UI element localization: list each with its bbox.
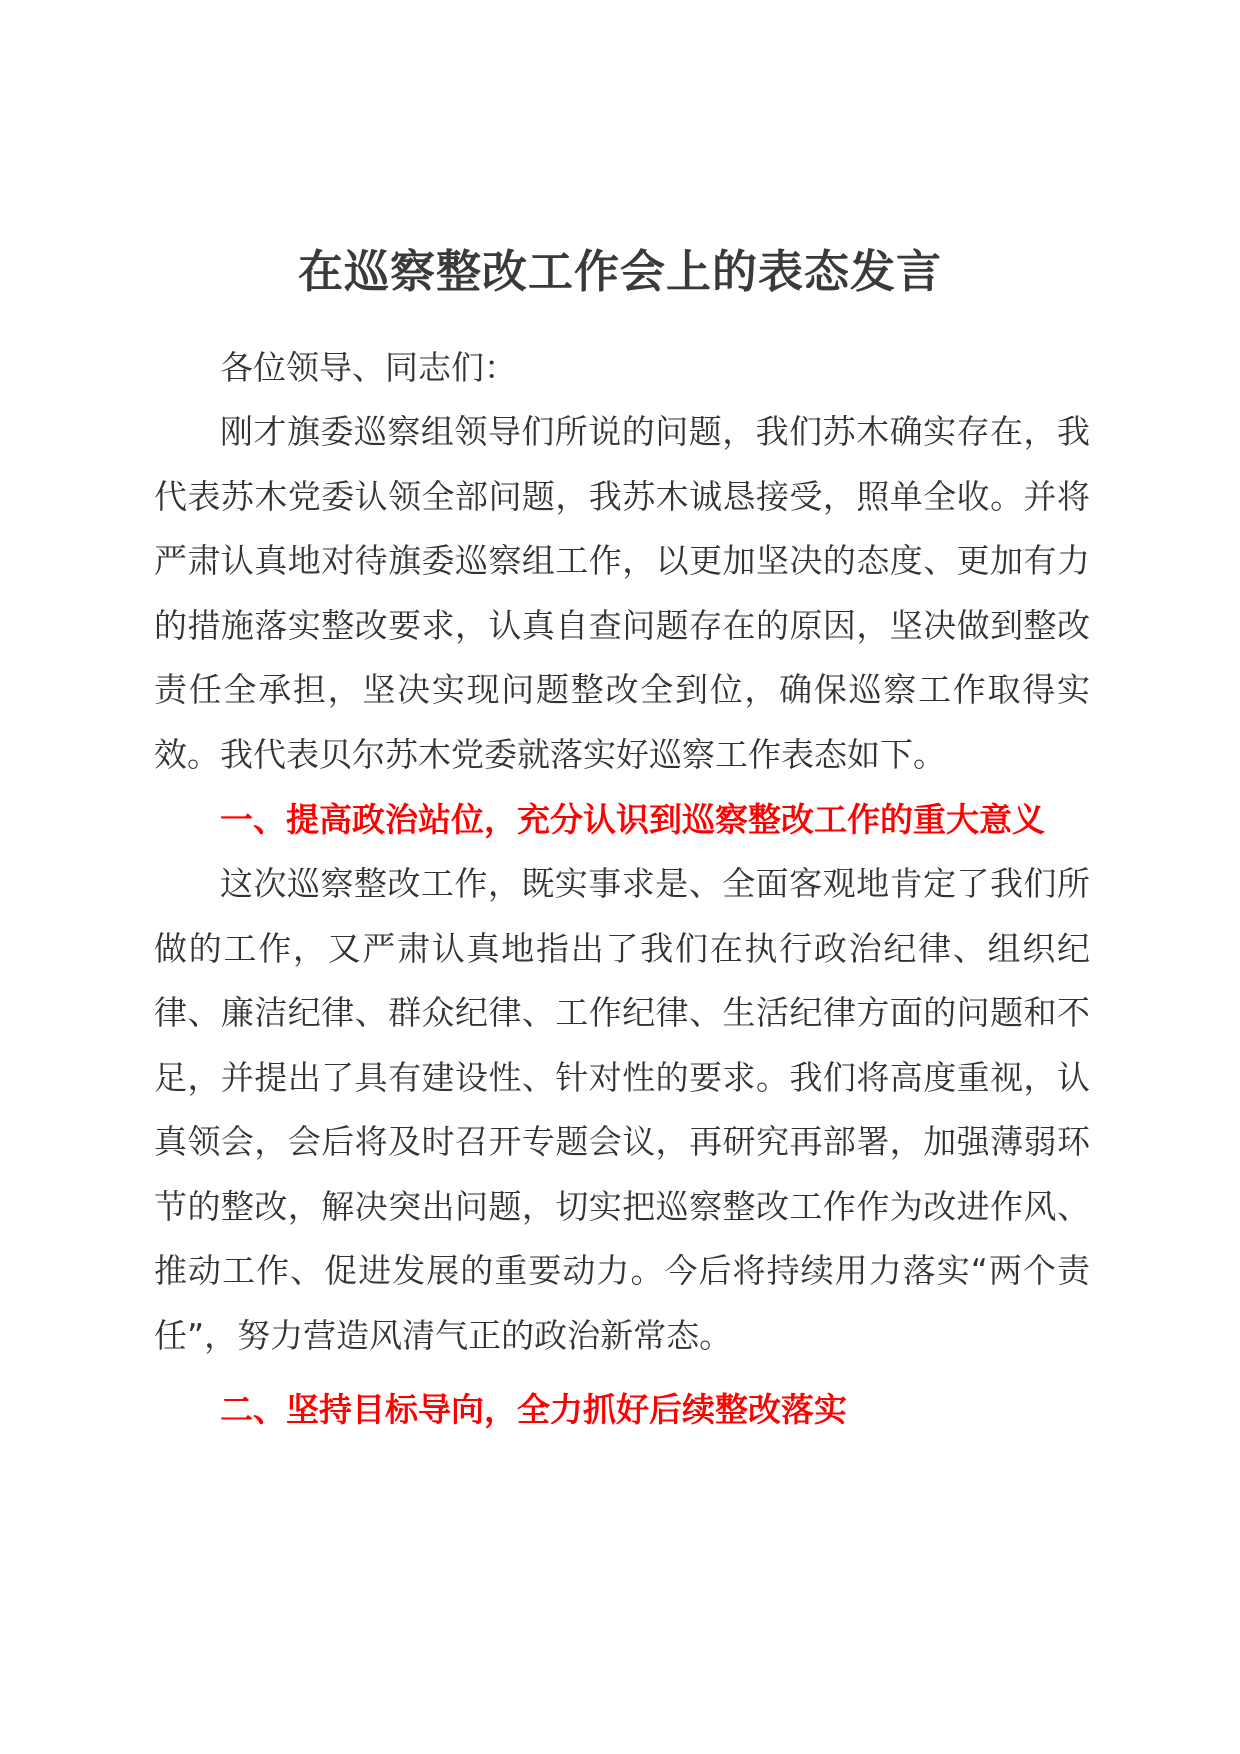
paragraph-intro-text: 刚才旗委巡察组领导们所说的问题，我们苏木确实存在，我代表苏木党委认领全部问题，我苏木诚恳接受，照单全收。并将严肃认真地对待旗委巡察组工作，以更加坚决的态度、更加有力的措施落实整改要求，认真自查问题存在的原因，坚决做到整改责任全承担，坚决实现问题整改全到位，确保巡察工作取得实效。我代表贝尔苏木党委就落实好巡察工作表态如下。 — [154, 412, 1090, 774]
paragraph-intro — [154, 400, 1090, 787]
salutation-text: 各位领导、同志们： — [220, 348, 517, 387]
paragraph-section-1-text: 这次巡察整改工作，既实事求是、全面客观地肯定了我们所做的工作，又严肃认真地指出了我们在执行政治纪律、组织纪律、廉洁纪律、群众纪律、工作纪律、生活纪律方面的问题和不足，并提出了具有建设性、针对性的要求。我们将高度重视，认真领会，会后将及时召开专题会议，再研究再部署，加强薄弱环节的整改，解决突出问题，切实把巡察整改工作作为改进作风、推动工作、促进发展的重要动力。今后将持续用力落实“两个责任”，努力营造风清气正的政治新常态。 — [154, 864, 1090, 1355]
paragraph-section-1 — [154, 852, 1090, 1368]
document-title: 在巡察整改工作会上的表态发言 — [297, 245, 942, 298]
section-heading-2: 二、坚持目标导向，全力抓好后续整改落实 — [220, 1390, 847, 1429]
section-heading-1: 一、提高政治站位，充分认识到巡察整改工作的重大意义 — [220, 800, 1045, 839]
salutation — [154, 336, 1090, 401]
